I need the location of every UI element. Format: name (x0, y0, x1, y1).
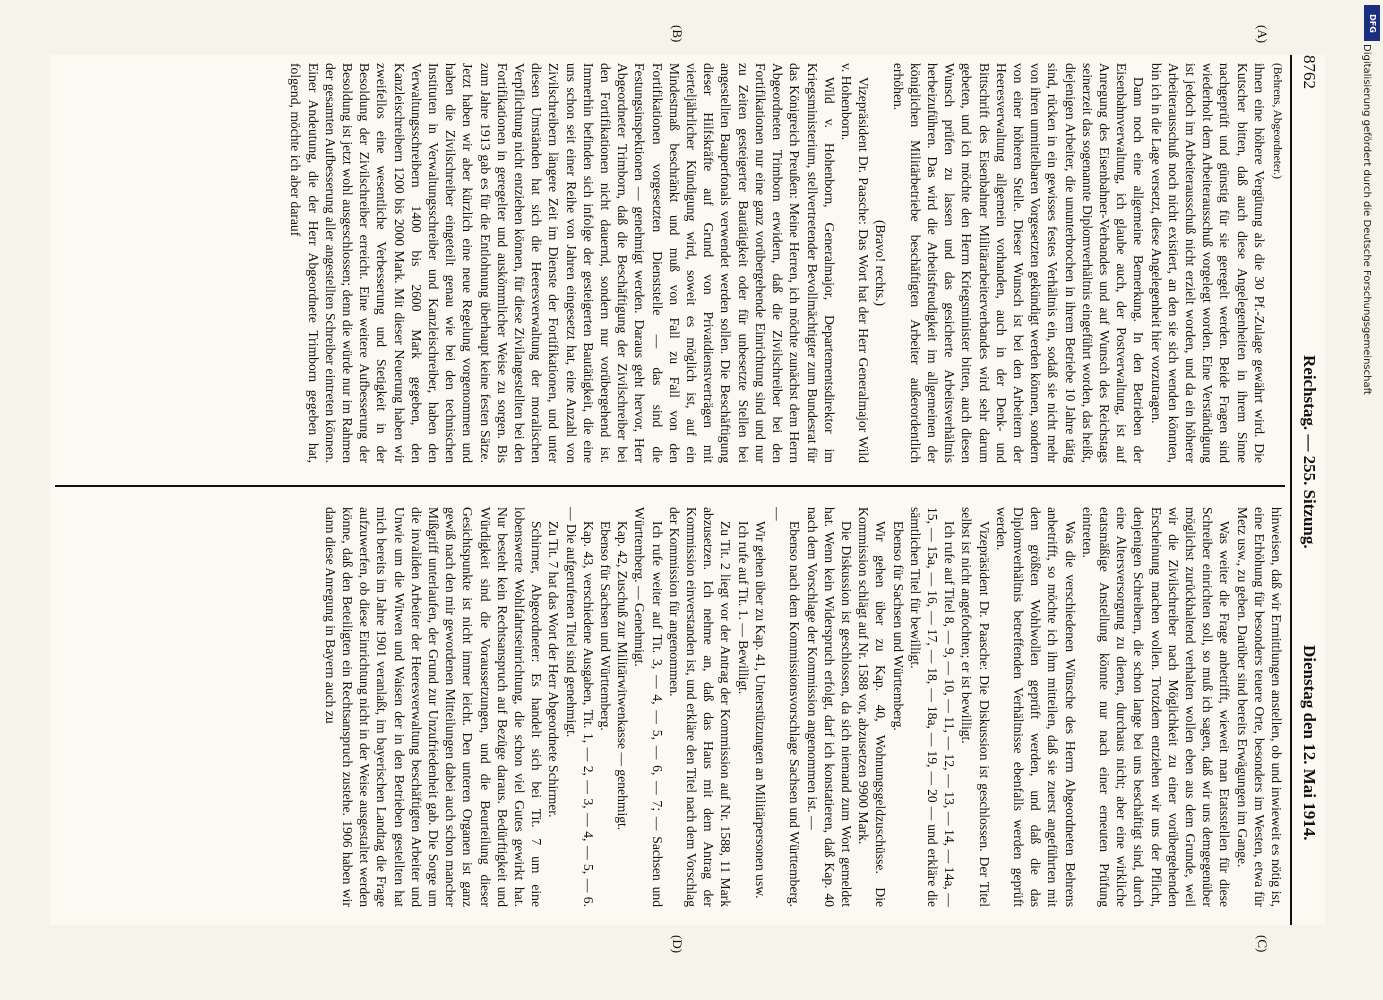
paragraph: Wir gehen über zu Kap. 41, Unterstützungen an Militärpersonen usw. (752, 521, 768, 899)
paragraph: Schirmer, Abgeordneter: Es handelt sich bei Tit. 7 um eine lobenswerte Wohlfahrtseinrichtung, die schon viel Gutes gewirkt hat. Nur besteht kein Rechtsanspruch auf Bezüge daraus. Bedürftigkeit und Würdigkeit sind die Voraussetzungen, und die Beurteilung dieser Gesichtspunkte ist nicht immer leicht. Den unteren Organen ist ganz gewiß nach den mir gewordenen Mitteilungen dabei auch schon mancher Mißgriff unterlaufen, der Grund zur Unzufriedenheit gab. Die Sorge um die invaliden Arbeiter der Heeresverwaltung beschäftigten Arbeiter und Unwie um die Witwen und Waisen der in den Betrieben gestellten hat mich bereits im Jahre 1901 veranlaßt, im bayerischen Landtag die Frage aufzuwerfen, ob diese Einrichtung nicht in der Weise ausgestaltet werden könne, daß den Beteiligten ein Rechtsanspruch zustehe. 1906 haben wir dann diese Anregung in Bayern auch zu (322, 507, 545, 907)
rotated-page (50, 25, 1325, 954)
paragraph: Dann noch eine allgemeine Bemerkung. In den Betrieben der Eisenbahnverwaltung, ich glaube auch, der Postverwaltung, ist auf Anregung des Eisenbahner-Verbandes und auf Wunsch des Reichstags seinerzeit das sogenannte Diplomverhältnis eingeführt worden, das heißt, diejenigen Arbeiter, die ununterbrochen in ihrem Betriebe 10 Jahre tätig sind, rücken in ein gewisses festes Verhältnis ein, sodaß sie nicht mehr von ihren unmittelbaren Vorgesetzten gekündigt werden können, sondern von einer höheren Stelle. Dieser Wunsch ist bei den Arbeitern der Heeresverwaltung allgemein vorhanden, auch in der Denk- und Bittschrift des Eisenbahner Militärarbeiterverbandes wird sehr darum gebeten, und ich möchte den Herrn Kriegsminister bitten, auch diesen Wunsch prüfen zu lassen und das gesicherte Arbeitsverhältnis herbeizuführen. Das wird die Arbeitsfreudigkeit im allgemeinen der königlichen Militärbetriebe beschäftigten Arbeiter außerordentlich erhöhen. (890, 63, 1147, 463)
paragraph: Ich rufe auf Titel 8, — 9, — 10, — 11, — 12, — 13, — 14, — 14a, — 15, — 15a, — 16, — 17, — 18, — 18a, — 19, — 20 — und erkläre die sämtlichen Titel für bewilligt. (907, 507, 958, 907)
paragraph: Zu Tit. 7 hat das Wort der Herr Abgeordnete Schirmer. (546, 521, 562, 818)
paragraph: Ebenso nach dem Kommissionsvorschlage Sachsen und Württemberg. — (770, 507, 803, 907)
paragraph: Wild v. Hohenborn, Generalmajor, Departementsdirektor im Kriegsministerium, stellvertretender Bevollmächtigter zum Bundesrat für das Königreich Preußen: Meine Herren, ich möchte zunächst dem Herrn Abgeordneten Trimborn erwidern, daß die Zivilschreiber bei den Fortifikationen nur eine ganz vorübergehende Einrichtung sind und nur zu Zeiten gesteigerter Bautätigkeit oder für unbesetzte Stellen bei angestellten Bauperfonals verwendet werden sollen. Die Beschäftigung dieser Hilfskräfte auf Grund von Privatdienstverträgen mit vierteljährlicher Kündigung wird, soweit es möglich ist, auf ein Mindestmaß beschränkt und muß von Fall zu Fall von den Fortifikationen vorgesetzten Dienststelle — das sind die Festungsinspektionen — genehmigt werden. Daraus geht hervor, Herr Abgeordneter Trimborn, daß die Beschäftigung der Zivilschreiber bei den Fortifikationen nicht dauernd, sondern nur vorübergehend ist. Immerhin befinden sich infolge der gesteigerten Bautätigkeit, die eine uns schon seit einer Reihe von Jahren eingesetzt hat, eine Anzahl von Zivilschreibern längere Zeit im Dienste der Fortifikationen, und unter diesen Umständen hat sich die Heeresverwaltung der moralischen Verpflichtung nicht entziehen können, für diese Zivilangestellten bei den Fortifikationen in geregelter und auskömmlicher Weise zu sorgen. Bis zum Jahre 1913 gab es für die Entlohnung überhaupt keine festen Sätze. Jetzt haben wir aber kürzlich eine neue Regelung vorgenommen und haben die Zivilschreiber eingeteilt genau wie bei den technischen Instituten in Verwaltungsschreiber und Kanzleischreiber, haben den Verwaltungsschreibern 1400 bis 2600 Mark gegeben, den Kanzleischreibern 1200 bis 2000 Mark. Mit dieser Neuerung haben wir zweifellos eine wesentliche Verbesserung und Stetigkeit in der Besoldung der Zivilschreiber erreicht. Eine weitere Aufbesserung der Besoldung ist jetzt wohl ausgeschlossen; denn die würde nur im Rahmen der gesamten Aufbesserung aller angestellten Schreiber eintreten können. Einer Andeutung, die der Herr Abgeordnete Trimborn gegeben hat, folgend, möchte ich aber darauf (288, 63, 837, 463)
paragraph: Kap. 43, verschiedene Ausgaben, Tit. 1, — 2, — 3, — 4, — 5, — 6. — Die aufgerufenen Titel sind genehmigt. (563, 507, 596, 907)
paragraph: Zu Tit. 2 liegt vor der Antrag der Kommission auf Nr. 1588, 11 Mark abzusetzen. Ich nehme an, daß das Haus mit dem Antrag der Kommission einverstanden ist, und erkläre den Titel nach dem Vorschlag der Kommission für angenommen. (666, 507, 734, 907)
speaker-note: (Behrens, Abgeordneter.) (1271, 63, 1283, 179)
paragraph: Ebenso für Sachsen und Württemberg. (598, 521, 614, 731)
dfg-logo-text: DFG (1367, 13, 1377, 33)
paragraph: Ebenso für Sachsen und Württemberg. (890, 521, 906, 731)
paragraph: Vizepräsident Dr. Paasche: Die Diskussion ist geschlossen. Der Titel selbst ist nicht angefochten; er ist bewilligt. (959, 507, 992, 907)
margin-marker-a: (A) (1255, 25, 1270, 44)
applause-note: (Bravo! rechts.) (873, 219, 889, 307)
page-number: 8762 (1300, 55, 1319, 89)
paragraph: Ich rufe auf Tit. 1. — Bewilligt. (735, 521, 751, 695)
digitization-note: Digitalisierung gefördert durch die Deutsche Forschungsgemeinschaft (1361, 44, 1372, 395)
session-title: Reichstag. — 255. Sitzung. (1300, 355, 1319, 549)
page-header (1293, 55, 1325, 925)
margin-marker-b: (B) (670, 25, 685, 43)
paragraph: hinweisen, daß wir Ermittlungen anstellen, ob und inwieweit es nötig ist, eine Erhöhung für besonders teuere Orte, besonders im Westen, etwa für Metz usw., zu geben. Darüber sind bereits Erwägungen im Gange. (1234, 507, 1284, 907)
paragraph: Was die verschiedenen Wünsche des Herrn Abgeordneten Behrens anbetrifft, so möchte ich ihm mitteilen, daß sie zuerst angeführten mit dem größten Wohlwollen geprüft werden, und daß die das Diplomverhältnis betreffenden Verhältnisse ebenfalls werden geprüft werden. (993, 507, 1078, 907)
dfg-logo (1364, 5, 1380, 41)
left-column (55, 63, 1285, 463)
paragraph: Die Diskussion ist geschlossen, da sich niemand zum Wort gemeldet hat. Wenn kein Widerspruch erfolgt, darf ich konstatieren, daß Kap. 40 nach dem Vorschlage der Kommission angenommen ist. — (804, 507, 854, 907)
paragraph: Kap. 42, Zuschuß zur Militärwitwenkasse — genehmigt. (615, 521, 631, 831)
paragraph: Was weiter die Frage anbetrifft, wieweit man Etatsstellen für diese Schreiber einrichten soll, so muß ich sagen, daß wir uns demgegenüber möglichst zurückhaltend verhalten wollen eben aus dem Grunde, weil wir die Zivilschreiber nach Möglichkeit zu einer vorübergehenden Erscheinung machen wollen. Trotzdem entziehen wir uns der Pflicht, denjenigen Schreibern, die schon lange bei uns beschäftigt sind, durch eine Altersversorgung zu dienen, durchaus nicht; aber eine wirkliche etatsmäßige Anstellung könnte nur nach einer erneuten Prüfung eintreten. (1079, 507, 1233, 907)
margin-marker-c: (C) (1255, 935, 1270, 953)
paragraph: Vizepräsident Dr. Paasche: Das Wort hat der Herr Generalmajor Wild v. Hohenborn. (838, 63, 872, 463)
session-date: Dienstag den 12. Mai 1914. (1300, 645, 1319, 841)
paragraph: Ich rufe weiter auf Tit. 3, — 4, — 5, — 6, — 7; — Sachsen und Württemberg. — Genehmigt. (632, 507, 665, 907)
paragraph: ihnen eine höhere Vergütung als die 30 Pf.-Zulage gewährt wird. Die Kutscher bitten, daß auch diese Angelegenheiten in ihrem Sinne nachgeprüft und günstig für sie geregelt werden. Beide Fragen sind wiederholt dem Arbeiterausschuß vorgelegt worden. Eine Verständigung ist jedoch im Arbeiterausschuß nicht erzielt worden, und da ein höherer Arbeiterausschuß noch nicht existiert, an den sie sich wenden könnten, bin ich in die Lage versetzt, diese Angelegenheit hier vorzutragen. (1148, 63, 1267, 463)
column-divider (55, 485, 1285, 487)
right-column (55, 507, 1285, 907)
paragraph: Wir gehen über zu Kap. 40, Wohnungsgeldzuschüsse. Die Kommission schlägt auf Nr. 1588 vor, abzusetzen 9900 Mark. (856, 507, 889, 907)
margin-marker-d: (D) (670, 935, 685, 954)
header-rule (1290, 55, 1292, 925)
